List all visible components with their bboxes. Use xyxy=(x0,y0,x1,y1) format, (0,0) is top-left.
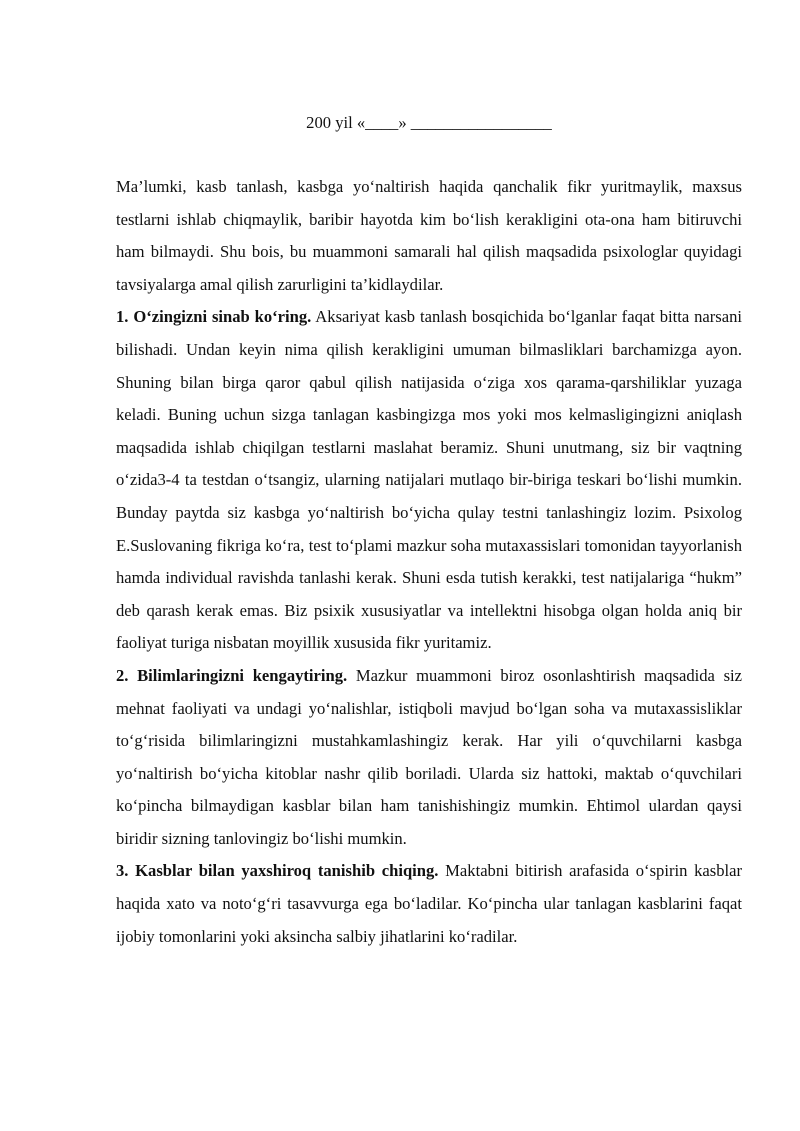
date-line: 200 yil «____» _________________ xyxy=(306,113,552,132)
section-2-body: Mazkur muammoni biroz osonlashtirish maqsadida siz mehnat faoliyati va undagi yo‘nalishlar, istiqboli mavjud bo‘lgan soha va mutaxassisliklar to‘g‘risida bilimlaringizni mustahkamlashingiz kerak. Har yili o‘quvchilarni kasbga yo‘naltirish bo‘yicha kitoblar nashr qilib boriladi. Ularda siz hattoki, maktab o‘quvchilari ko‘pincha bilmaydigan kasblar bilan ham tanishishingiz mumkin. Ehtimol ulardan qaysi biridir sizning tanlovingiz bo‘lishi mumkin. xyxy=(116,665,742,848)
section-1-body: Aksariyat kasb tanlash bosqichida bo‘lganlar faqat bitta narsani bilishadi. Undan keyin nima qilish kerakligini umuman bilmasliklari barchamizga ayon. Shuning bilan birga qaror qabul qilish natijasida o‘ziga xos qarama-qarshiliklar yuzaga keladi. Buning uchun sizga tanlagan kasbingizga mos yoki mos kelmasligingizni aniqlash maqsadida ishlab chiqilgan testlarni maslahat beramiz. Shuni unutmang, siz bir vaqtning o‘zida3-4 ta testdan o‘tsangiz, ularning natijalari mutlaqo bir-biriga teskari bo‘lishi mumkin. Bunday paytda siz kasbga yo‘naltirish bo‘yicha qulay testni tanlashingiz lozim. Psixolog E.Suslovaning fikriga ko‘ra, test to‘plami mazkur soha mutaxassislari tomonidan tayyorlanish hamda individual ravishda tanlashi kerak. Shuni esda tutish kerakki, test natijalariga “hukm” deb qarash kerak emas. Biz psixik xususiyatlar va intellektni hisobga olgan holda aniq bir faoliyat turiga nisbatan moyillik xususida fikr yuritamiz. xyxy=(116,307,742,653)
section-3-paragraph xyxy=(116,855,742,953)
section-1-paragraph xyxy=(116,301,742,660)
document-body xyxy=(116,171,742,953)
section-1-heading: 1. O‘zingizni sinab ko‘ring. xyxy=(116,307,312,327)
section-2-paragraph xyxy=(116,660,742,856)
intro-paragraph: Ma’lumki, kasb tanlash, kasbga yo‘naltirish haqida qanchalik fikr yuritmaylik, maxsus testlarni ishlab chiqmaylik, baribir hayotda kim bo‘lish kerakligini ota-ona ham bitiruvchi ham bilmaydi. Shu bois, bu muammoni samarali hal qilish maqsadida psixologlar quyidagi tavsiyalarga amal qilish zarurligini ta’kidlaydilar. xyxy=(116,177,742,294)
section-2-heading: 2. Bilimlaringizni kengaytiring. xyxy=(116,665,348,685)
section-3-body: Maktabni bitirish arafasida o‘spirin kasblar haqida xato va noto‘g‘ri tasavvurga ega bo‘ladilar. Ko‘pincha ular tanlagan kasblarini faqat ijobiy tomonlarini yoki aksincha salbiy jihatlarini ko‘radilar. xyxy=(116,861,742,946)
section-3-heading: 3. Kasblar bilan yaxshiroq tanishib chiqing. xyxy=(116,861,439,881)
